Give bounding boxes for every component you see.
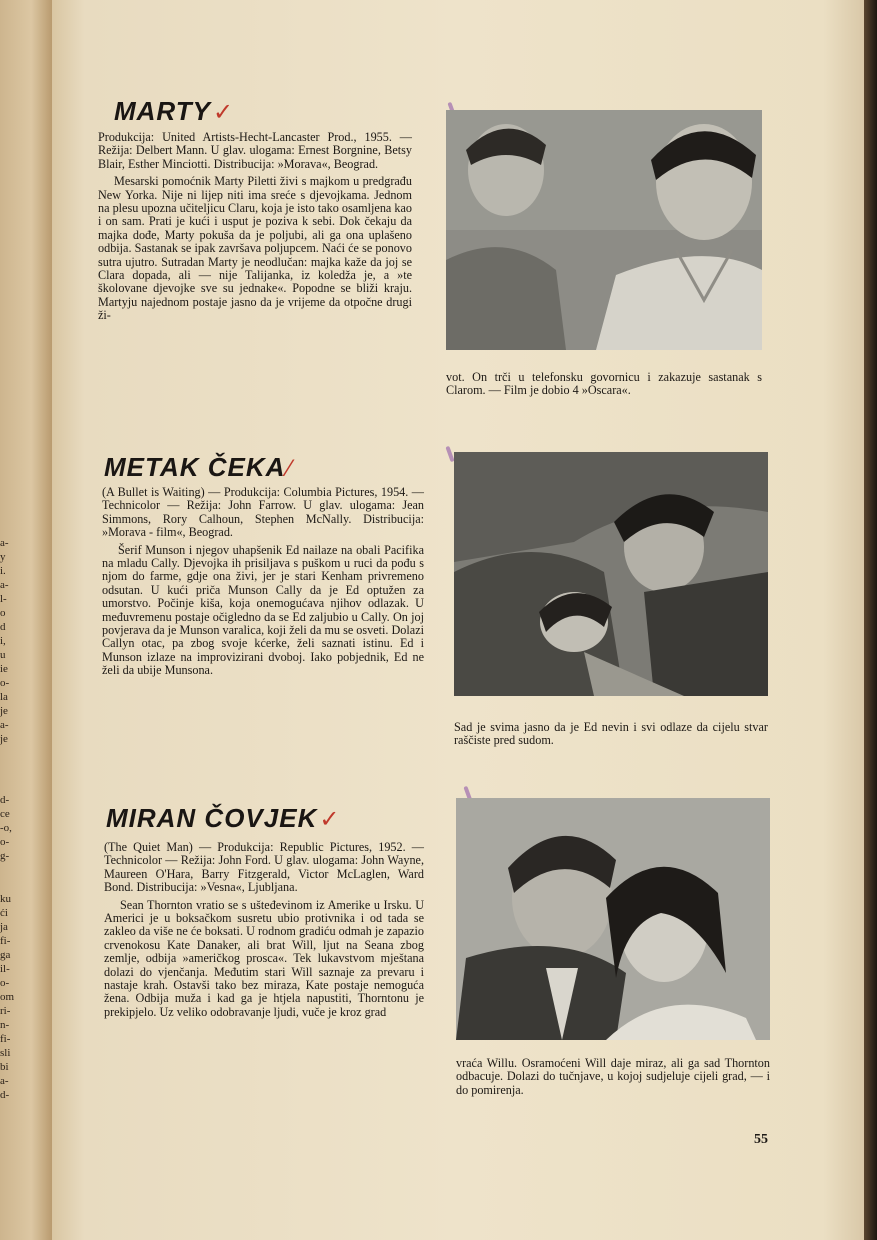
facing-page-text-fragment: -o, <box>0 822 12 834</box>
section-title-miran-covjek: MIRAN ČOVJEK✓ <box>106 803 341 833</box>
facing-page-text-fragment: o- <box>0 836 10 848</box>
facing-page-text-fragment: a- <box>0 579 9 591</box>
credits-metak-ceka: (A Bullet is Waiting) — Produkcija: Columbia Pictures, 1954. — Technicolor — Režija: John Farrow. U glav. ulogama: Jean Simmons, Rory Calhoun, Stephen McNally. Distribucija: »Morava - film«, Beograd. <box>102 485 424 540</box>
facing-page-text-fragment: d- <box>0 794 10 806</box>
article-marty <box>98 131 412 323</box>
facing-page-text-fragment: y <box>0 551 6 563</box>
article-miran-covjek <box>104 841 424 1019</box>
section-title-marty: MARTY✓ <box>114 96 235 126</box>
facing-page-text-fragment: n- <box>0 1019 10 1031</box>
caption-metak-ceka: Sad je svima jasno da je Ed nevin i svi odlaze da cijelu stvar raščiste pred sudom. <box>454 720 768 748</box>
synopsis-marty: Mesarski pomoćnik Marty Piletti živi s majkom u predgrađu New Yorka. Nije ni lijep niti ima sreće s djevojkama. Jednom na plesu upozna učiteljicu Claru, koja je isto tako osamljena kao i on sam. Prati je kući i usput je poziva k sebi. Dok čekaju da majka dođe, Marty pokuša da je poljubi, ali ga ona uplašeno odbija. Sastanak se ipak završava poljupcem. Naći će se ponovo sutra ujutro. Sutradan Marty je neodlučan: majka kaže da joj se Clara dopada, ali — nije Talijanka, iz koledža je, a »te školovane djevojke sve su jednake«. Popodne se bliži kraju. Martyju najednom postaje jasno da je vrijeme da otpočne drugi ži- <box>98 174 412 323</box>
facing-page-text-fragment: la <box>0 691 8 703</box>
facing-page-text-fragment: je <box>0 705 8 717</box>
check-mark-icon: ⁄ <box>287 455 293 482</box>
facing-page-text-fragment: g- <box>0 850 10 862</box>
facing-page-text-fragment: il- <box>0 963 10 975</box>
synopsis-metak-ceka: Šerif Munson i njegov uhapšenik Ed nailaze na obali Pacifika na mladu Cally. Djevojka ih prisiljava s puškom u ruci da pođu s njom do farme, gdje ona živi, jer je stari Kenham privremeno odsutan. U kući priča Munson Cally da je Ed optužen za umorstvo. Počinje kiša, koja onemogućava njihov odlazak. U međuvremenu postaje očigledno da se Ed zaljubio u Cally. On joj povjerava da je Munson varalica, koji želi da mu se osveti. Dolazi Callyn otac, pa zbog svoje kćerke, želi saznati istinu. Ed i Munson izlaze na improvizirani dvoboj. Iako pobjednik, Ed ne želi da ubije Munsona. <box>102 542 424 678</box>
facing-page-text-fragment: fi- <box>0 935 11 947</box>
caption-marty: vot. On trči u telefonsku govornicu i zakazuje sastanak s Clarom. — Film je dobio 4 »Oscara«. <box>446 370 762 398</box>
article-metak-ceka <box>102 486 424 678</box>
facing-page-text-fragment: bi <box>0 1061 9 1073</box>
check-mark-icon: ✓ <box>319 806 341 833</box>
adjacent-page-edge <box>0 0 52 1240</box>
film-still-miran-covjek <box>456 798 770 1040</box>
facing-page-text-fragment: a- <box>0 719 9 731</box>
facing-page-text-fragment: sli <box>0 1047 11 1059</box>
facing-page-text-fragment: i. <box>0 565 6 577</box>
facing-page-text-fragment: ći <box>0 907 8 919</box>
facing-page-text-fragment: i, <box>0 635 6 647</box>
facing-page-text-fragment: ce <box>0 808 10 820</box>
facing-page-text-fragment: fi- <box>0 1033 11 1045</box>
facing-page-text-fragment: ga <box>0 949 11 961</box>
magazine-page <box>52 0 864 1240</box>
film-still-metak-ceka <box>454 452 768 696</box>
facing-page-text-fragment: o <box>0 607 6 619</box>
binding-shadow <box>864 0 877 1240</box>
facing-page-text-fragment: a- <box>0 1075 9 1087</box>
facing-page-text-fragment: o- <box>0 977 10 989</box>
credits-marty: Produkcija: United Artists-Hecht-Lancaster Prod., 1955. — Režija: Delbert Mann. U glav. ulogama: Ernest Borgnine, Betsy Blair, Esther Minciotti. Distribucija: »Morava«, Beograd. <box>98 130 412 171</box>
film-still-marty <box>446 110 762 350</box>
facing-page-text-fragment: d- <box>0 1089 10 1101</box>
facing-page-text-fragment: l- <box>0 593 7 605</box>
facing-page-text-fragment: o- <box>0 677 10 689</box>
check-mark-icon: ✓ <box>212 99 235 126</box>
facing-page-text-fragment: ri- <box>0 1005 11 1017</box>
facing-page-text-fragment: a- <box>0 537 9 549</box>
caption-miran-covjek: vraća Willu. Osramoćeni Will daje miraz, ali ga sad Thornton odbacuje. Dolazi do tučnjave, u kojoj sudjeluje cijeli grad, — i do pomirenja. <box>456 1056 770 1097</box>
credits-miran-covjek: (The Quiet Man) — Produkcija: Republic Pictures, 1952. — Technicolor — Režija: John Ford. U glav. ulogama: John Wayne, Maureen O'Hara, Barry Fitzgerald, Victor McLaglen, Ward Bond. Distribucija: »Vesna«, Ljubljana. <box>104 840 424 895</box>
synopsis-miran-covjek: Sean Thornton vratio se s ušteđevinom iz Amerike u Irsku. U Americi je u boksačkom susretu ubio protivnika i od tada se zakleo da više ne će boksati. U rodnom gradiću odmah je zapazio crvenokosu Kate Danaker, ali brat Will, ljut na Seana zbog zemlje, odbija »američkog prosca«. Tek lukavstvom mještana dolazi do vjenčanja. Međutim stari Will saznaje za prevaru i nastaje krah. Ostavši tako bez miraza, Kate postaje nemoguća žena. Odbija muža i kad ga je htjela napustiti, Thorntonu je prekipjelo. Uz veliko odobravanje ljudi, vuče je kroz grad <box>104 897 424 1019</box>
facing-page-text-fragment: je <box>0 733 8 745</box>
facing-page-text-fragment: ku <box>0 893 11 905</box>
facing-page-text-fragment: ja <box>0 921 8 933</box>
page-number: 55 <box>754 1132 768 1147</box>
section-title-metak-ceka: METAK ČEKA⁄ <box>104 452 293 482</box>
facing-page-text-fragment: u <box>0 649 6 661</box>
facing-page-text-fragment: ie <box>0 663 8 675</box>
facing-page-text-fragment: om <box>0 991 15 1003</box>
facing-page-text-fragment: d <box>0 621 6 633</box>
